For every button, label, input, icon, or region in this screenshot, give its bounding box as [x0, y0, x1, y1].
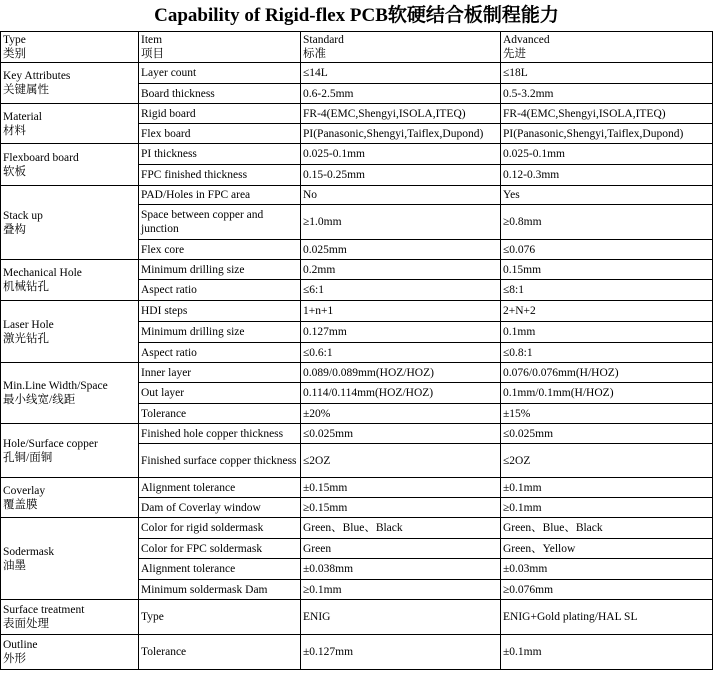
category-cell — [1, 363, 139, 424]
category-name-en: Hole/Surface copper — [3, 437, 98, 450]
header-advanced — [501, 32, 713, 63]
category-name-en: Material — [3, 110, 42, 123]
item-cell: Color for FPC soldermask — [139, 539, 301, 559]
standard-value: 0.025mm — [301, 240, 501, 260]
header-type — [1, 32, 139, 63]
header-standard — [301, 32, 501, 63]
table-row — [1, 144, 713, 165]
standard-value: ≥1.0mm — [301, 205, 501, 240]
category-name-zh: 机械钻孔 — [3, 281, 49, 293]
advanced-value: ±0.1mm — [501, 635, 713, 670]
category-name-en: Sodermask — [3, 545, 55, 558]
category-cell — [1, 63, 139, 104]
category-name-zh: 外形 — [3, 653, 26, 665]
standard-value: 1+n+1 — [301, 301, 501, 322]
header-item-en: Item — [141, 34, 163, 46]
table-row — [1, 363, 713, 383]
advanced-value: ≥0.076mm — [501, 580, 713, 600]
category-cell — [1, 424, 139, 478]
table-row — [1, 478, 713, 498]
category-name-en: Key Attributes — [3, 70, 71, 82]
table-row — [1, 600, 713, 635]
category-cell — [1, 600, 139, 635]
item-cell: Rigid board — [139, 104, 301, 124]
advanced-value: ≤18L — [501, 63, 713, 84]
table-row — [1, 104, 713, 124]
category-cell — [1, 478, 139, 518]
capability-table — [0, 31, 713, 670]
category-name-en: Min.Line Width/Space — [3, 380, 108, 392]
category-name-zh: 表面处理 — [3, 618, 49, 630]
table-row — [1, 63, 713, 84]
advanced-value: FR-4(EMC,Shengyi,ISOLA,ITEQ) — [501, 104, 713, 124]
advanced-value: 0.1mm/0.1mm(H/HOZ) — [501, 383, 713, 404]
standard-value: No — [301, 186, 501, 205]
advanced-value: Green、Yellow — [501, 539, 713, 559]
standard-value: ≤0.025mm — [301, 424, 501, 444]
standard-value: PI(Panasonic,Shengyi,Taiflex,Dupond) — [301, 124, 501, 144]
item-cell: Color for rigid soldermask — [139, 518, 301, 539]
standard-value: Green、Blue、Black — [301, 518, 501, 539]
table-row — [1, 518, 713, 539]
standard-value: 0.025-0.1mm — [301, 144, 501, 165]
category-name-en: Outline — [3, 639, 38, 651]
standard-value: ≥0.1mm — [301, 580, 501, 600]
item-cell: Alignment tolerance — [139, 478, 301, 498]
advanced-value: ≥0.1mm — [501, 498, 713, 518]
category-name-en: Surface treatment — [3, 604, 85, 616]
category-name-en: Laser Hole — [3, 318, 54, 331]
standard-value: ≤0.6:1 — [301, 343, 501, 363]
item-cell: Dam of Coverlay window — [139, 498, 301, 518]
item-cell: Tolerance — [139, 404, 301, 424]
item-cell: Minimum soldermask Dam — [139, 580, 301, 600]
standard-value: ≥0.15mm — [301, 498, 501, 518]
advanced-value: ≤8:1 — [501, 280, 713, 301]
table-row — [1, 301, 713, 322]
item-cell: Inner layer — [139, 363, 301, 383]
advanced-value: ≤0.076 — [501, 240, 713, 260]
standard-value: 0.114/0.114mm(HOZ/HOZ) — [301, 383, 501, 404]
header-type-zh: 类别 — [3, 48, 26, 60]
category-cell — [1, 144, 139, 186]
item-cell: PAD/Holes in FPC area — [139, 186, 301, 205]
item-cell: Tolerance — [139, 635, 301, 670]
item-cell: Type — [139, 600, 301, 635]
item-cell: Minimum drilling size — [139, 260, 301, 280]
item-cell: Finished hole copper thickness — [139, 424, 301, 444]
standard-value: ±0.127mm — [301, 635, 501, 670]
header-advanced-zh: 先进 — [503, 48, 526, 60]
header-standard-en: Standard — [303, 34, 344, 46]
advanced-value: ≤0.8:1 — [501, 343, 713, 363]
standard-value: ±20% — [301, 404, 501, 424]
standard-value: FR-4(EMC,Shengyi,ISOLA,ITEQ) — [301, 104, 501, 124]
advanced-value: Green、Blue、Black — [501, 518, 713, 539]
advanced-value: ≤0.025mm — [501, 424, 713, 444]
category-name-zh: 油墨 — [3, 559, 26, 572]
table-row — [1, 635, 713, 670]
advanced-value: 0.076/0.076mm(H/HOZ) — [501, 363, 713, 383]
category-cell — [1, 186, 139, 260]
item-cell: Finished surface copper thickness — [139, 444, 301, 478]
standard-value: ≤6:1 — [301, 280, 501, 301]
advanced-value: 0.5-3.2mm — [501, 84, 713, 104]
standard-value: 0.089/0.089mm(HOZ/HOZ) — [301, 363, 501, 383]
category-name-zh: 关键属性 — [3, 84, 49, 96]
standard-value: ≤14L — [301, 63, 501, 84]
category-name-zh: 材料 — [3, 124, 26, 137]
category-cell — [1, 518, 139, 600]
category-name-zh: 软板 — [3, 165, 26, 178]
advanced-value: ENIG+Gold plating/HAL SL — [501, 600, 713, 635]
category-name-en: Flexboard board — [3, 151, 79, 164]
standard-value: 0.15-0.25mm — [301, 165, 501, 186]
item-cell: Out layer — [139, 383, 301, 404]
item-cell: Layer count — [139, 63, 301, 84]
header-advanced-en: Advanced — [503, 34, 550, 46]
advanced-value: ±0.1mm — [501, 478, 713, 498]
header-type-en: Type — [3, 34, 26, 46]
category-cell — [1, 260, 139, 301]
standard-value: ≤2OZ — [301, 444, 501, 478]
standard-value: ±0.038mm — [301, 559, 501, 580]
advanced-value: PI(Panasonic,Shengyi,Taiflex,Dupond) — [501, 124, 713, 144]
item-cell: Flex core — [139, 240, 301, 260]
advanced-value: 2+N+2 — [501, 301, 713, 322]
table-row — [1, 424, 713, 444]
advanced-value: ±0.03mm — [501, 559, 713, 580]
header-item-zh: 项目 — [141, 48, 164, 60]
advanced-value: ≤2OZ — [501, 444, 713, 478]
category-name-zh: 覆盖膜 — [3, 498, 38, 511]
item-cell: Aspect ratio — [139, 280, 301, 301]
item-cell: FPC finished thickness — [139, 165, 301, 186]
standard-value: 0.6-2.5mm — [301, 84, 501, 104]
advanced-value: ≥0.8mm — [501, 205, 713, 240]
table-row — [1, 260, 713, 280]
item-cell: PI thickness — [139, 144, 301, 165]
item-cell: HDI steps — [139, 301, 301, 322]
category-name-zh: 激光钻孔 — [3, 332, 49, 345]
standard-value: 0.127mm — [301, 322, 501, 343]
advanced-value: ±15% — [501, 404, 713, 424]
category-cell — [1, 635, 139, 670]
item-cell: Alignment tolerance — [139, 559, 301, 580]
standard-value: ±0.15mm — [301, 478, 501, 498]
advanced-value: 0.1mm — [501, 322, 713, 343]
header-standard-zh: 标准 — [303, 48, 326, 60]
advanced-value: 0.12-0.3mm — [501, 165, 713, 186]
category-name-zh: 最小线宽/线距 — [3, 394, 76, 406]
category-name-zh: 叠构 — [3, 223, 26, 236]
category-name-en: Stack up — [3, 209, 43, 222]
item-cell: Minimum drilling size — [139, 322, 301, 343]
category-name-zh: 孔铜/面铜 — [3, 451, 53, 464]
advanced-value: 0.025-0.1mm — [501, 144, 713, 165]
standard-value: 0.2mm — [301, 260, 501, 280]
standard-value: ENIG — [301, 600, 501, 635]
page-title: Capability of Rigid-flex PCB软硬结合板制程能力 — [154, 5, 559, 26]
advanced-value: 0.15mm — [501, 260, 713, 280]
header-row — [1, 32, 713, 63]
category-cell — [1, 104, 139, 144]
advanced-value: Yes — [501, 186, 713, 205]
table-row — [1, 186, 713, 205]
item-cell: Space between copper and junction — [139, 205, 301, 240]
item-cell: Board thickness — [139, 84, 301, 104]
category-name-en: Mechanical Hole — [3, 267, 82, 279]
item-cell: Flex board — [139, 124, 301, 144]
category-cell — [1, 301, 139, 363]
header-item — [139, 32, 301, 63]
standard-value: Green — [301, 539, 501, 559]
category-name-en: Coverlay — [3, 484, 46, 497]
item-cell: Aspect ratio — [139, 343, 301, 363]
